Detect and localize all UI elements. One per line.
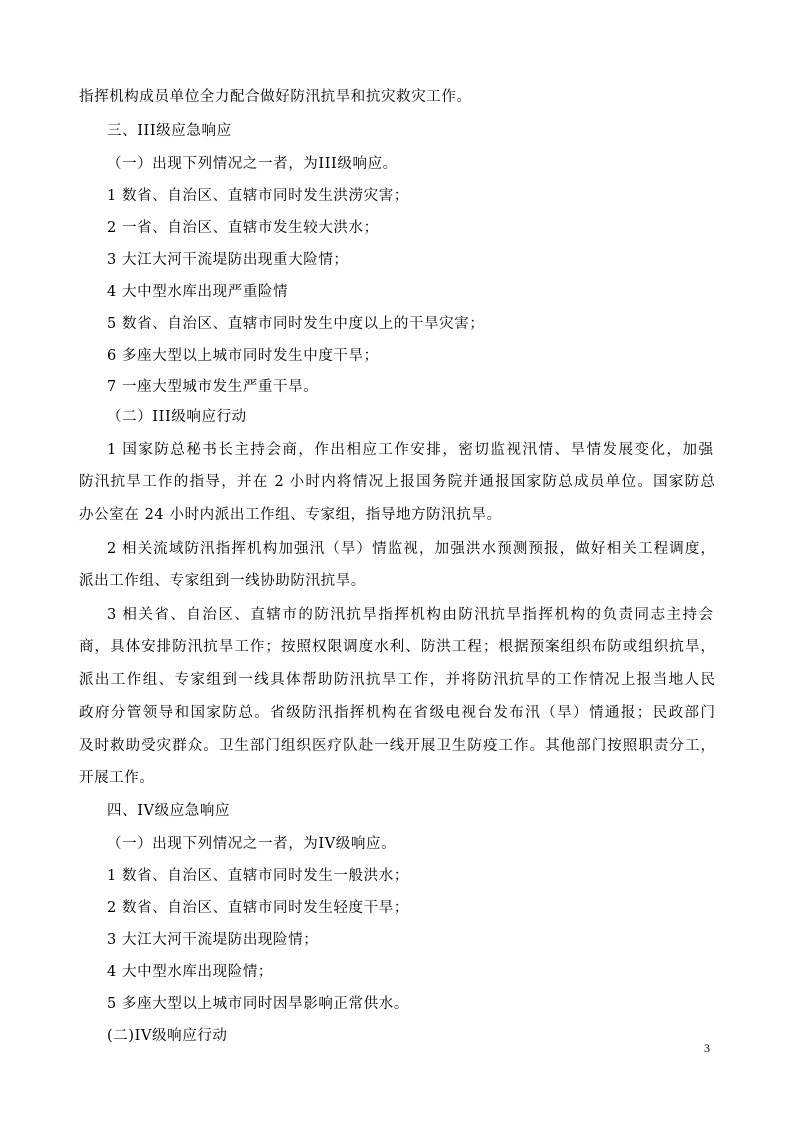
list-item: 4 大中型水库出现严重险情 <box>107 284 289 300</box>
paragraph-line: 指挥机构成员单位全力配合做好防汛抗旱和抗灾救灾工作。 <box>79 89 472 105</box>
list-item: 1 数省、自治区、直辖市同时发生洪涝灾害； <box>107 188 409 204</box>
paragraph-line: 2 相关流域防汛指挥机构加强汛（旱）情监视，加强洪水预测预报，做好相关工程调度， <box>107 541 715 557</box>
paragraph-line: 派出工作组、专家组到一线具体帮助防汛抗旱工作，并将防汛抗旱的工作情况上报当地人民 <box>79 672 715 688</box>
list-item: 7 一座大型城市发生严重干旱。 <box>107 379 319 395</box>
section-heading: 三、III级应急响应 <box>107 123 232 139</box>
paragraph-line: 及时救助受灾群众。卫生部门组织医疗队赴一线开展卫生防疫工作。其他部门按照职责分工， <box>79 738 715 754</box>
list-item: 6 多座大型以上城市同时发生中度干旱； <box>107 348 379 364</box>
list-item: 3 大江大河干流堤防出现重大险情； <box>107 252 349 268</box>
list-item: 1 数省、自治区、直辖市同时发生一般洪水； <box>107 868 409 884</box>
paragraph-line: 3 相关省、自治区、直辖市的防汛抗旱指挥机构由防汛抗旱指挥机构的负责同志主持会 <box>107 607 713 623</box>
section-heading: 四、IV级应急响应 <box>107 803 231 819</box>
list-item: 5 数省、自治区、直辖市同时发生中度以上的干旱灾害； <box>107 316 485 332</box>
paragraph-line: 政府分管领导和国家防总。省级防汛指挥机构在省级电视台发布汛（旱）情通报；民政部门 <box>79 705 715 721</box>
list-item: 4 大中型水库出现险情； <box>107 964 274 980</box>
paragraph-line: 1 国家防总秘书长主持会商，作出相应工作安排，密切监视汛情、旱情发展变化，加强 <box>107 442 713 458</box>
list-item: 2 一省、自治区、直辖市发生较大洪水； <box>107 220 379 236</box>
paragraph-line: 商，具体安排防汛抗旱工作；按照权限调度水利、防洪工程；根据预案组织布防或组织抗旱， <box>79 639 715 655</box>
paragraph-line: 办公室在 24 小时内派出工作组、专家组，指导地方防汛抗旱。 <box>79 507 502 523</box>
paragraph-line: 开展工作。 <box>79 770 155 786</box>
subsection-heading: （一）出现下列情况之一者，为IV级响应。 <box>107 836 397 852</box>
subsection-heading: （一）出现下列情况之一者，为III级响应。 <box>107 156 398 172</box>
list-item: 3 大江大河干流堤防出现险情； <box>107 932 319 948</box>
list-item: 2 数省、自治区、直辖市同时发生轻度干旱； <box>107 900 409 916</box>
paragraph-line: 防汛抗旱工作的指导，并在 2 小时内将情况上报国务院并通报国家防总成员单位。国家防总 <box>79 474 715 490</box>
subsection-heading: （二）III级响应行动 <box>107 409 247 425</box>
subsection-heading: (二)IV级响应行动 <box>107 1028 228 1044</box>
list-item: 5 多座大型以上城市同时因旱影响正常供水。 <box>107 996 409 1012</box>
page-number: 3 <box>704 1041 710 1055</box>
paragraph-line: 派出工作组、专家组到一线协助防汛抗旱。 <box>79 573 366 589</box>
